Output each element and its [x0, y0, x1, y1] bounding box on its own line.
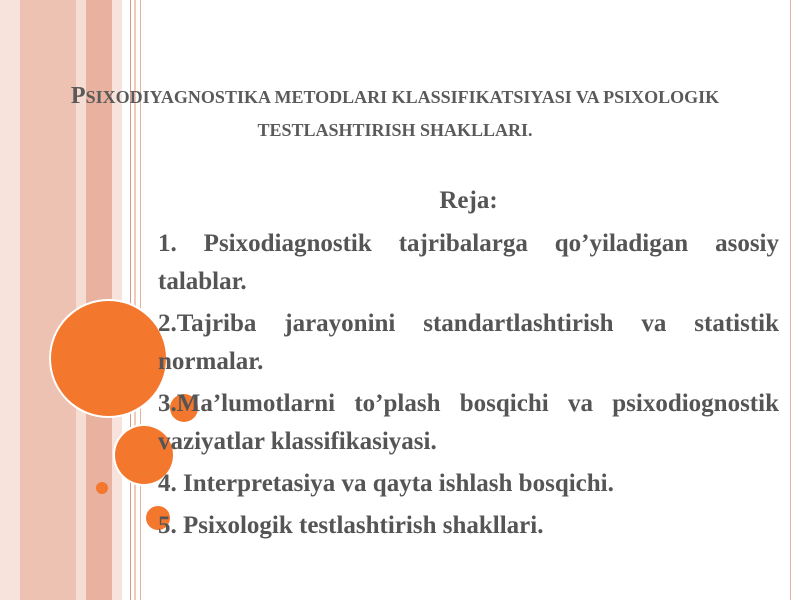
- decorative-line: [790, 0, 791, 600]
- plan-item-4: 4. Interpretasiya va qayta ishlash bosqichi.: [158, 470, 614, 497]
- decorative-circle-large: [51, 301, 166, 416]
- plan-heading: Reja:: [439, 187, 498, 214]
- decorative-band: [0, 0, 20, 600]
- slide-title: [30, 80, 760, 147]
- plan-item-1: 1. Psixodiagnostik tajribalarga qo’yiladigan asosiy talablar.: [158, 230, 779, 295]
- plan-item-5: 5. Psixologik testlashtirish shakllari.: [158, 512, 544, 539]
- plan-content: [158, 185, 779, 549]
- slide-title-initial: P: [70, 83, 86, 109]
- slide-title-text: SIXODIYAGNOSTIKA METODLARI KLASSIFIKATSIYASI VA PSIXOLOGIK TESTLASHTIRISH SHAKLLARI.: [85, 87, 720, 140]
- plan-item-2: 2.Tajriba jarayonini standartlashtirish va statistik normalar.: [158, 310, 779, 375]
- decorative-circle-tiny: [96, 482, 108, 494]
- plan-item-3: 3.Ma’lumotlarni to’plash bosqichi va psixodiognostik vaziyatlar klassifikasiyasi.: [158, 390, 779, 455]
